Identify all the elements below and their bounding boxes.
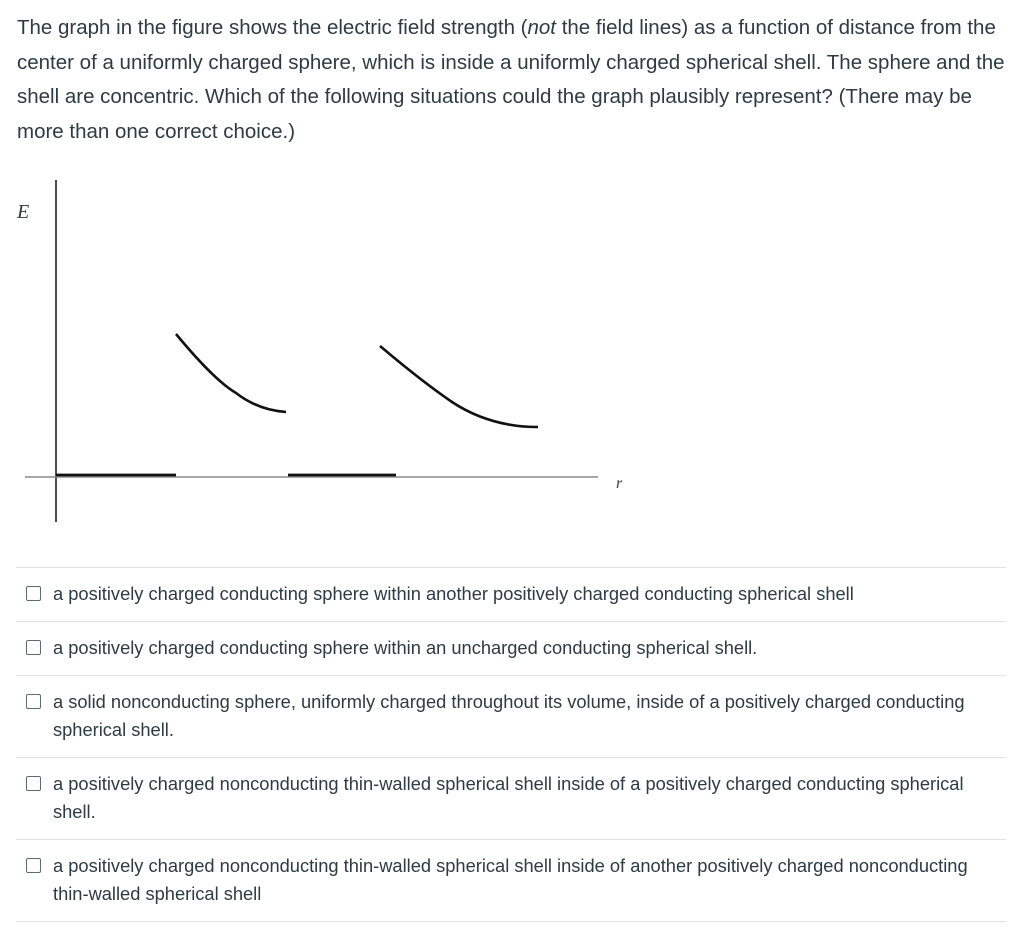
y-axis-label: E	[17, 201, 30, 223]
answer-option-2[interactable]	[16, 622, 1006, 676]
answer-checkbox-2[interactable]	[26, 640, 41, 655]
answer-checkbox-4[interactable]	[26, 776, 41, 791]
answer-checkbox-5[interactable]	[26, 858, 41, 873]
question-text	[17, 11, 1012, 149]
question-text-part1: The graph in the figure shows the electric field strength (	[17, 16, 528, 39]
answer-option-3[interactable]	[16, 676, 1006, 758]
answer-label-1[interactable]: a positively charged conducting sphere within another positively charged conducting spherical shell	[53, 583, 854, 604]
answer-option-4[interactable]	[16, 758, 1006, 840]
answer-option-1[interactable]	[16, 568, 1006, 622]
field-curve-between	[176, 334, 286, 412]
field-curve-outside	[380, 346, 538, 427]
question-text-emphasis: not	[527, 16, 556, 39]
answer-label-2[interactable]: a positively charged conducting sphere within an uncharged conducting spherical shell.	[53, 637, 758, 658]
x-axis-label: r	[616, 475, 623, 492]
question-text-part2: the field lines) as a function of distance from the center of a uniformly charged sphere, which is inside a uniformly charged spherical shell. The sphere and the shell are concentric. Which of the following situations could the graph plausibly represent? (There may be more than one correct choice.)	[17, 16, 1005, 143]
answer-label-5[interactable]: a positively charged nonconducting thin-walled spherical shell inside of another positively charged nonconducting thin-walled spherical shell	[53, 855, 968, 904]
answer-checkbox-3[interactable]	[26, 694, 41, 709]
answer-checkbox-1[interactable]	[26, 586, 41, 601]
answer-option-5[interactable]	[16, 840, 1006, 922]
answer-label-3[interactable]: a solid nonconducting sphere, uniformly charged throughout its volume, inside of a positively charged conducting spherical shell.	[53, 691, 965, 740]
answer-label-4[interactable]: a positively charged nonconducting thin-walled spherical shell inside of a positively charged conducting spherical shell.	[53, 773, 964, 822]
answer-list	[16, 567, 1006, 922]
field-graph	[0, 170, 640, 530]
